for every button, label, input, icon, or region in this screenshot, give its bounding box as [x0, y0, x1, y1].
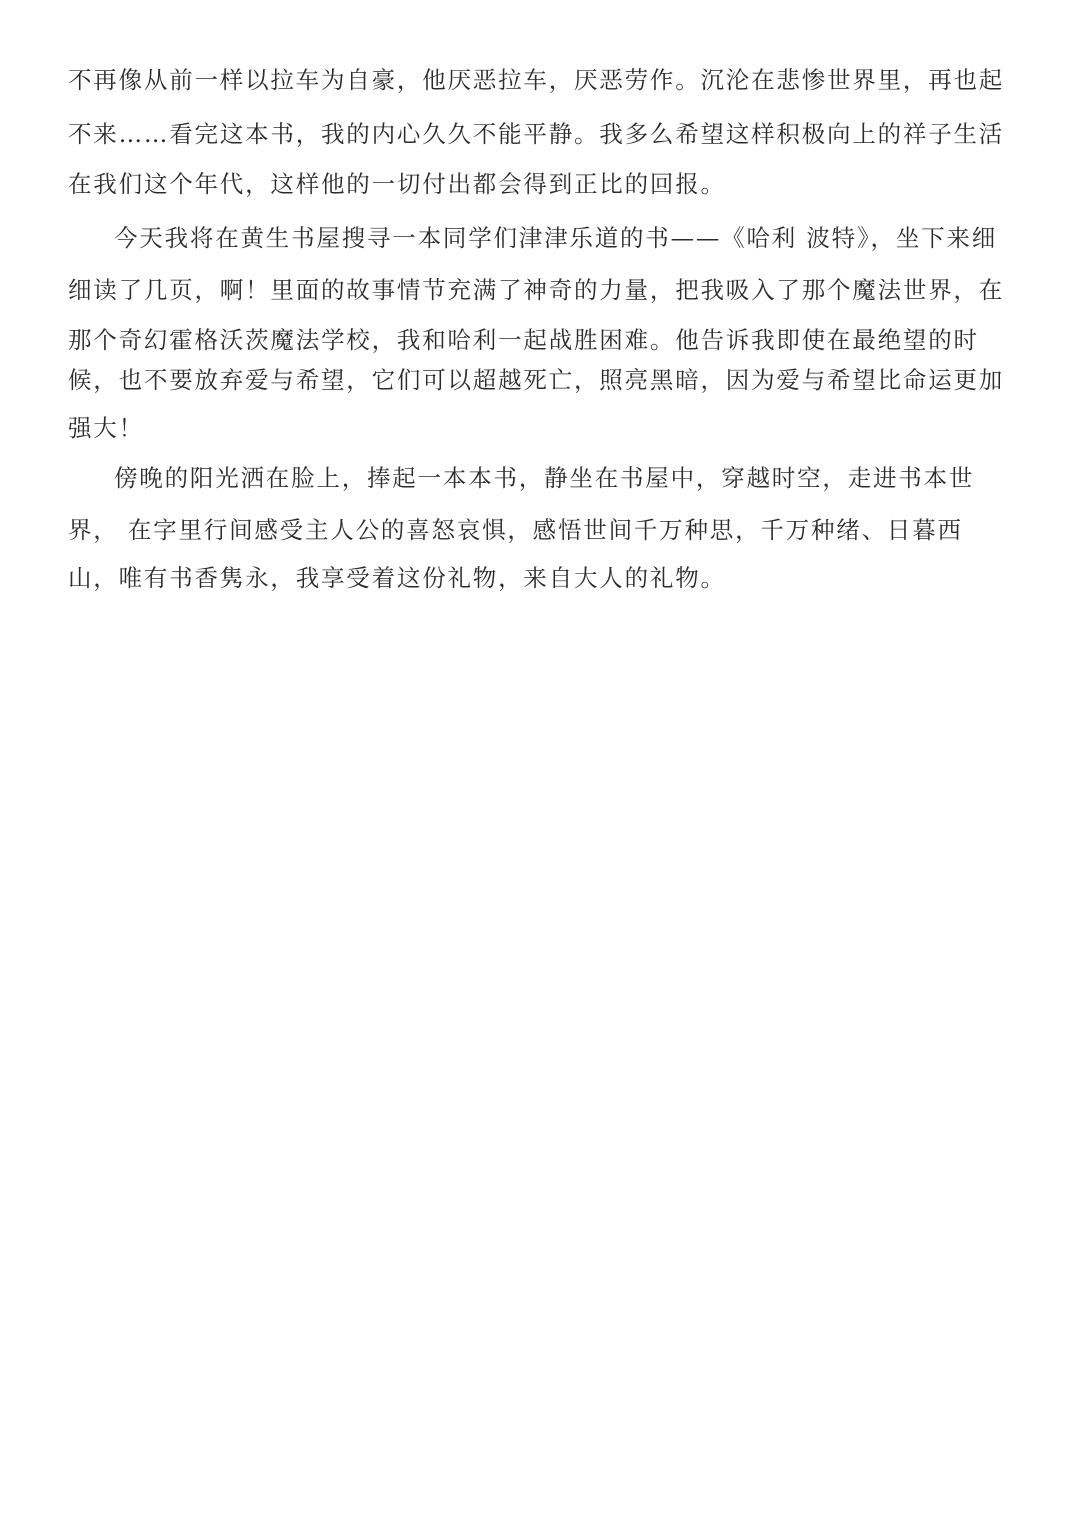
paragraph-3-line-2: 界， 在字里行间感受主人公的喜怒哀惧，感悟世间千万种思，千万种绪、日暮西	[68, 516, 963, 544]
paragraph-3-line-1: 傍晚的阳光洒在脸上，捧起一本本书，静坐在书屋中，穿越时空，走进书本世	[114, 464, 975, 492]
paragraph-1-line-1: 不再像从前一样以拉车为自豪，他厌恶拉车，厌恶劳作。沉沦在悲惨世界里，再也起	[68, 66, 1005, 94]
paragraph-2-line-1: 今天我将在黄生书屋搜寻一本同学们津津乐道的书——《哈利 波特》，坐下来细	[114, 224, 998, 252]
paragraph-2-line-2: 细读了几页，啊！里面的故事情节充满了神奇的力量，把我吸入了那个魔法世界，在	[68, 276, 1005, 304]
paragraph-1-line-3: 在我们这个年代，这样他的一切付出都会得到正比的回报。	[68, 170, 726, 198]
paragraph-1-line-2: 不来……看完这本书，我的内心久久不能平静。我多么希望这样积极向上的祥子生活	[68, 120, 1005, 148]
paragraph-2-line-4: 候，也不要放弃爱与希望，它们可以超越死亡，照亮黑暗，因为爱与希望比命运更加	[68, 366, 1005, 394]
paragraph-2-line-5: 强大！	[68, 414, 144, 442]
paragraph-2-line-3: 那个奇幻霍格沃茨魔法学校，我和哈利一起战胜困难。他告诉我即使在最绝望的时	[68, 326, 979, 354]
paragraph-3-line-3: 山，唯有书香隽永，我享受着这份礼物，来自大人的礼物。	[68, 564, 726, 592]
